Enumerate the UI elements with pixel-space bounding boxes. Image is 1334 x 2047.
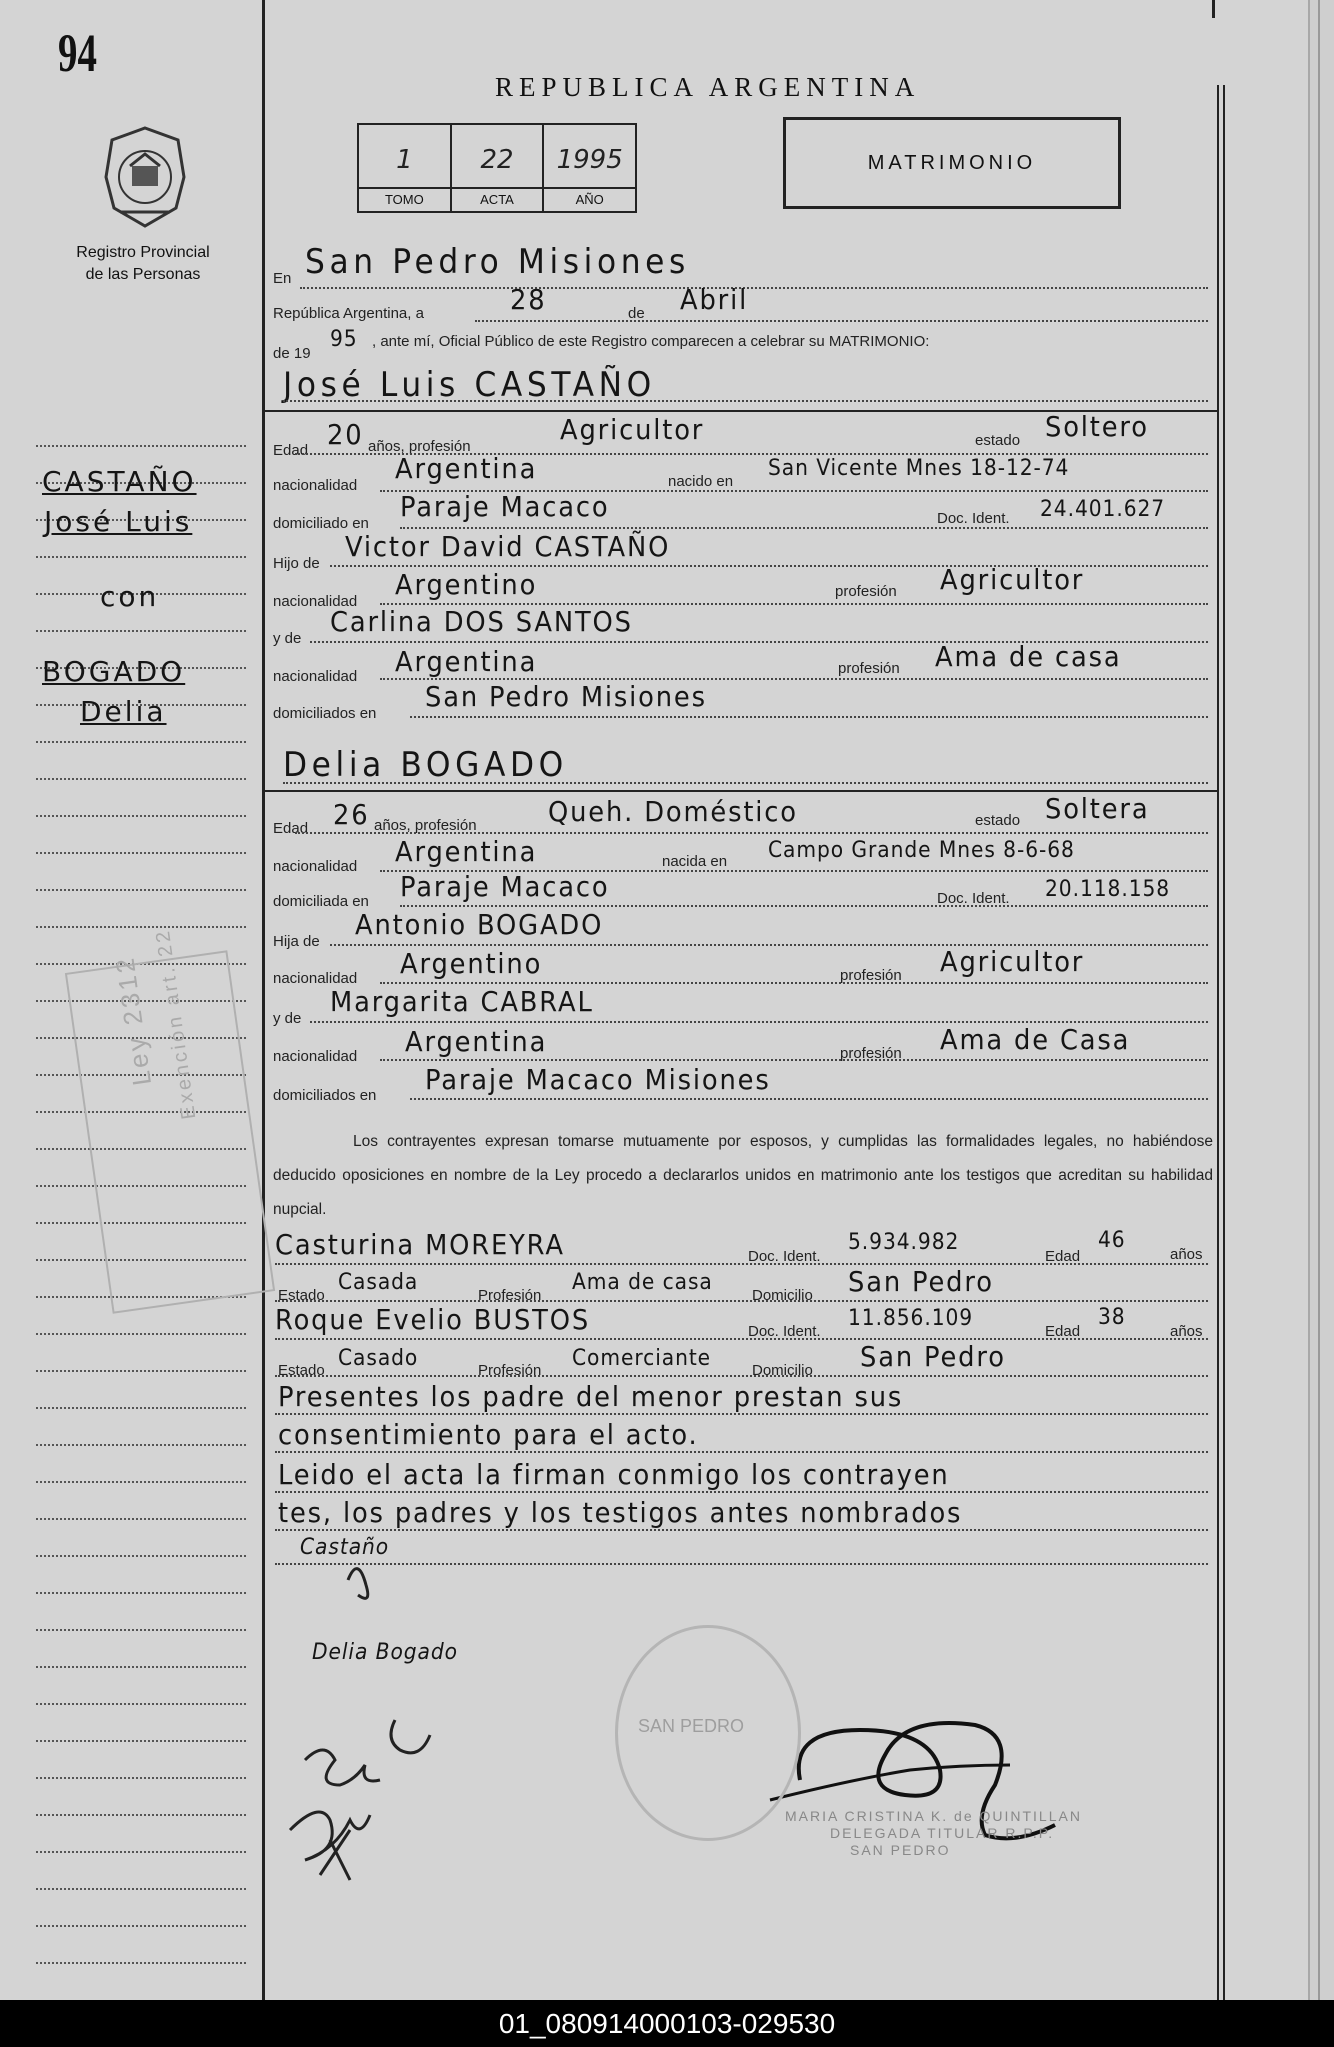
month-value: Abril — [680, 283, 749, 316]
groom-domicile: Paraje Macaco — [400, 490, 610, 523]
tomo-label: TOMO — [359, 187, 450, 211]
bride-signature: Delia Bogado — [312, 1640, 458, 1665]
de-label: de — [628, 305, 645, 322]
official-place: SAN PEDRO — [850, 1842, 951, 1858]
groom-name: José Luis CASTAÑO — [283, 365, 656, 405]
bride-mother-prof-label: profesión — [840, 1045, 902, 1062]
witness1-anos-label: años — [1170, 1246, 1203, 1263]
bride-nationality: Argentina — [395, 835, 538, 868]
groom-mother-profession: Ama de casa — [935, 640, 1122, 673]
witness2-profesion-label: Profesión — [478, 1362, 542, 1379]
groom-doc-label: Doc. Ident. — [937, 510, 1010, 527]
bride-domicile: Paraje Macaco — [400, 870, 610, 903]
groom-father-nationality: Argentino — [395, 568, 538, 601]
official-seal-text: SAN PEDRO — [638, 1716, 745, 1736]
groom-parents-dom-label: domiciliados en — [273, 705, 377, 722]
place-value: San Pedro Misiones — [305, 242, 690, 282]
witness2-name: Roque Evelio BUSTOS — [275, 1303, 591, 1336]
groom-signature: Castaño — [300, 1535, 390, 1560]
tomo-value: 1 — [396, 145, 413, 175]
witness2-estado: Casado — [338, 1346, 419, 1371]
bride-birthplace: Campo Grande Mnes 8-6-68 — [768, 838, 1075, 863]
bride-profession: Queh. Doméstico — [548, 795, 798, 828]
declaration-text: Los contrayentes expresan tomarse mutuamente por esposos, y cumplidas las formalidades legales, no habiéndose deducido oposiciones en nombre de la Ley procedo a declararlos unidos en matrimonio ante los testigos que acreditan su habilidad nupcial. — [273, 1133, 1213, 1218]
witness1-doc: 5.934.982 — [848, 1230, 960, 1255]
page-edge — [1308, 0, 1334, 2000]
groom-nac-label: nacionalidad — [273, 477, 358, 494]
witness1-domicilio-label: Domicilio — [752, 1287, 813, 1304]
margin-bride-surname: BOGADO — [42, 655, 186, 688]
bride-estado-label: estado — [975, 812, 1021, 829]
witness1-name: Casturina MOREYRA — [275, 1228, 565, 1261]
witness1-profesion: Ama de casa — [572, 1270, 713, 1295]
ano-value: 1995 — [556, 145, 623, 175]
stamp-line1: Ley 2312 — [109, 953, 158, 1088]
bride-doc: 20.118.158 — [1045, 877, 1171, 902]
bride-age: 26 — [333, 798, 370, 831]
note-line-3: Leido el acta la firman conmigo los contrayen — [278, 1458, 950, 1491]
bride-anos-label: años, profesión — [374, 817, 477, 834]
groom-father-prof-label: profesión — [835, 583, 897, 600]
witness2-doc: 11.856.109 — [848, 1306, 974, 1331]
witness1-estado: Casada — [338, 1270, 419, 1295]
groom-doc: 24.401.627 — [1040, 497, 1166, 522]
groom-profession: Agricultor — [560, 413, 705, 446]
groom-dom-label: domiciliado en — [273, 515, 369, 532]
witness2-doc-label: Doc. Ident. — [748, 1323, 821, 1340]
bride-mother: Margarita CABRAL — [330, 985, 594, 1018]
bride-father-nationality: Argentino — [400, 947, 543, 980]
registry-label-line1: Registro Provincial — [76, 244, 210, 261]
groom-nationality: Argentina — [395, 452, 538, 485]
groom-edad-label: Edad — [273, 442, 309, 459]
bride-nac-label: nacionalidad — [273, 858, 358, 875]
witness1-edad-label: Edad — [1045, 1248, 1081, 1265]
groom-anos-label: años, profesión — [368, 438, 471, 455]
note-line-1: Presentes los padre del menor prestan sus — [278, 1380, 904, 1413]
bride-status: Soltera — [1045, 792, 1150, 825]
witness2-domicilio-label: Domicilio — [752, 1362, 813, 1379]
acta-label: ACTA — [452, 187, 543, 211]
bride-father-profession: Agricultor — [940, 945, 1085, 978]
day-value: 28 — [510, 283, 547, 316]
witness1-estado-label: Estado — [278, 1287, 325, 1304]
groom-father-profession: Agricultor — [940, 563, 1085, 596]
note-line-2: consentimiento para el acto. — [278, 1418, 699, 1451]
bride-mother-profession: Ama de Casa — [940, 1023, 1131, 1056]
witness1-age: 46 — [1098, 1228, 1126, 1253]
witness2-anos-label: años — [1170, 1323, 1203, 1340]
witness2-edad-label: Edad — [1045, 1323, 1081, 1340]
country-title: REPUBLICA ARGENTINA — [495, 72, 921, 102]
groom-nacido-label: nacido en — [668, 473, 734, 490]
groom-father: Victor David CASTAÑO — [345, 530, 671, 563]
page-number: 94 — [58, 23, 97, 83]
margin-connector: con — [100, 580, 160, 613]
witness1-profesion-label: Profesión — [478, 1287, 542, 1304]
groom-birthplace: San Vicente Mnes 18-12-74 — [768, 456, 1070, 481]
official-title: DELEGADA TITULAR R.P.P. — [830, 1825, 1055, 1841]
year-suffix: 95 — [330, 327, 358, 352]
bride-father: Antonio BOGADO — [355, 908, 604, 941]
bride-parents-dom-label: domiciliados en — [273, 1087, 377, 1104]
margin-groom-surname: CASTAÑO — [42, 465, 197, 498]
record-type-box: MATRIMONIO — [783, 117, 1121, 209]
bride-edad-label: Edad — [273, 820, 309, 837]
groom-mother: Carlina DOS SANTOS — [330, 605, 633, 638]
groom-estado-label: estado — [975, 432, 1021, 449]
groom-yde-label: y de — [273, 630, 302, 647]
bride-nacida-label: nacida en — [662, 853, 728, 870]
official-name: MARIA CRISTINA K. de QUINTILLAN — [785, 1808, 1082, 1824]
statement: , ante mí, Oficial Público de este Registro comparecen a celebrar su MATRIMONIO: — [372, 333, 930, 350]
groom-mother-prof-label: profesión — [838, 660, 900, 677]
registry-label-line2: de las Personas — [85, 266, 201, 283]
en-label: En — [273, 270, 292, 287]
groom-hijo-label: Hijo de — [273, 555, 320, 572]
year-prefix: de 19 — [273, 345, 311, 362]
groom-status: Soltero — [1045, 410, 1149, 443]
witness2-estado-label: Estado — [278, 1362, 325, 1379]
witness2-domicilio: San Pedro — [860, 1340, 1006, 1373]
bride-parents-domicile: Paraje Macaco Misiones — [425, 1063, 771, 1096]
bride-dom-label: domiciliada en — [273, 893, 369, 910]
ano-label: AÑO — [544, 187, 635, 211]
bride-name: Delia BOGADO — [283, 745, 568, 785]
witness2-profesion: Comerciante — [572, 1346, 712, 1371]
margin-groom-given: José Luis — [44, 505, 193, 538]
bride-mother-nationality: Argentina — [405, 1025, 548, 1058]
bride-yde-label: y de — [273, 1010, 302, 1027]
acta-value: 22 — [480, 145, 514, 175]
official-seal — [615, 1625, 801, 1841]
bride-father-nac-label: nacionalidad — [273, 970, 358, 987]
groom-father-nac-label: nacionalidad — [273, 593, 358, 610]
stamp-line2: Exención art. 22 — [151, 926, 201, 1121]
witness1-doc-label: Doc. Ident. — [748, 1248, 821, 1265]
bride-father-prof-label: profesión — [840, 967, 902, 984]
margin-bride-given: Delia — [80, 695, 167, 728]
groom-age: 20 — [327, 418, 364, 451]
groom-mother-nationality: Argentina — [395, 645, 538, 678]
bride-mother-nac-label: nacionalidad — [273, 1048, 358, 1065]
witness1-domicilio: San Pedro — [848, 1265, 994, 1298]
scan-id: 01_080914000103-029530 — [0, 2000, 1334, 2047]
note-line-4: tes, los padres y los testigos antes nombrados — [278, 1496, 963, 1529]
groom-parents-domicile: San Pedro Misiones — [425, 680, 707, 713]
witness2-age: 38 — [1098, 1305, 1126, 1330]
republica-label: República Argentina, a — [273, 305, 424, 322]
bride-hija-label: Hija de — [273, 933, 320, 950]
bride-doc-label: Doc. Ident. — [937, 890, 1010, 907]
groom-mother-nac-label: nacionalidad — [273, 668, 358, 685]
